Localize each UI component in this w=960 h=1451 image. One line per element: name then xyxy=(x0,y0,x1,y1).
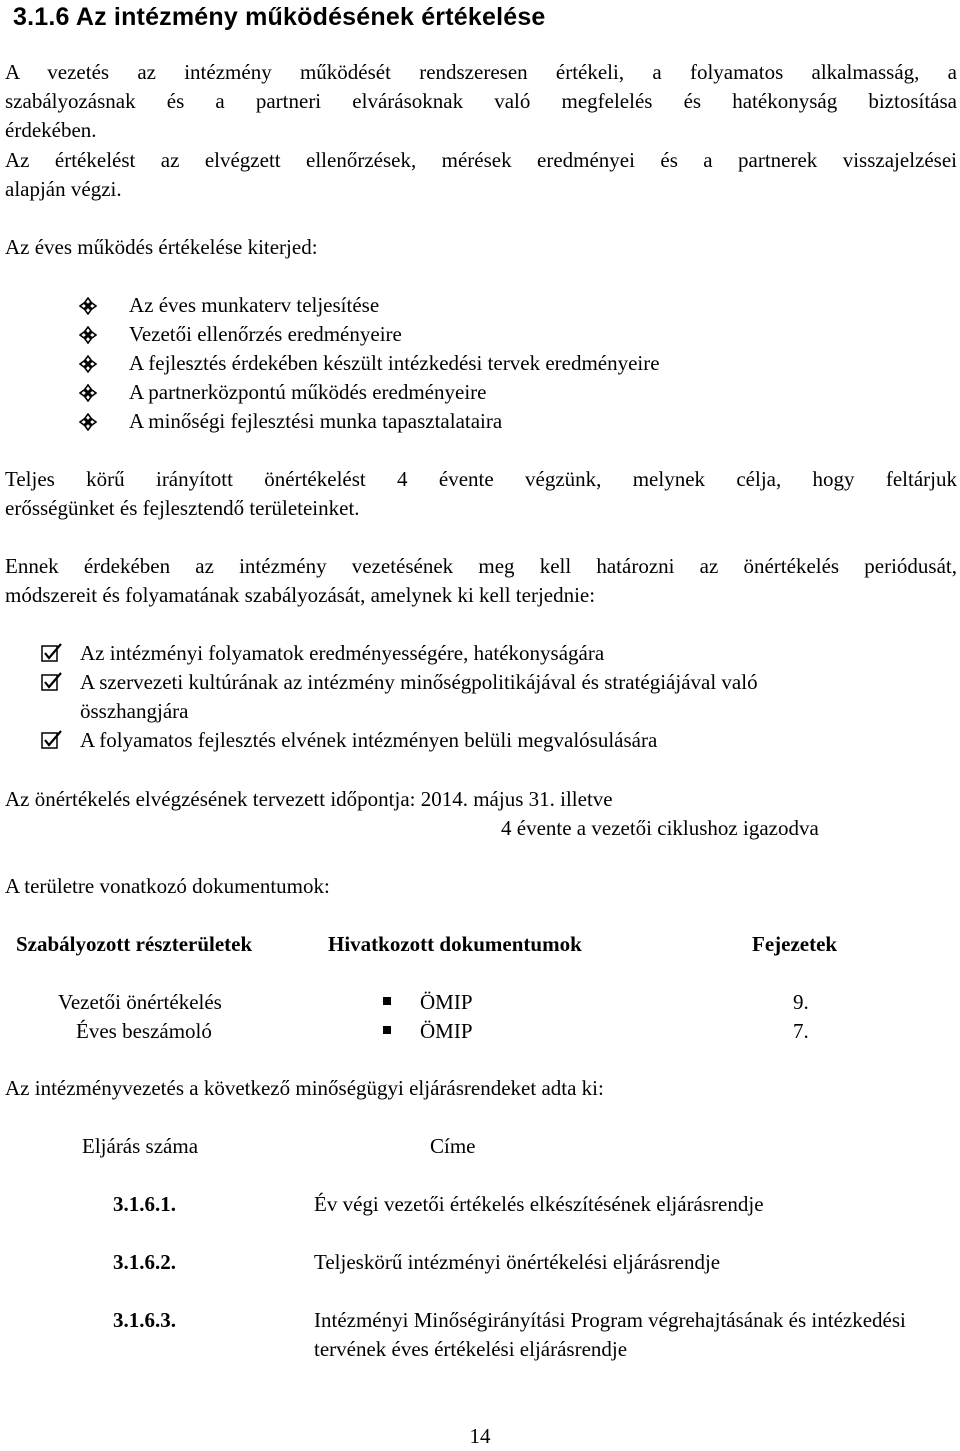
table-header: Fejezetek xyxy=(752,932,838,956)
list-item xyxy=(5,378,660,407)
annual-intro: Az éves működés értékelése kiterjed: xyxy=(5,235,318,259)
list-item xyxy=(5,639,758,668)
procedure-title: Intézményi Minőségirányítási Program végrehajtásának és intézkedési tervének éves értékelési eljárásrendje xyxy=(314,1308,906,1361)
list-item-text: Az intézményi folyamatok eredményességére, hatékonyságára xyxy=(80,641,605,665)
table-cell: 9. xyxy=(793,990,809,1014)
procedure-title: Év végi vezetői értékelés elkészítésének eljárásrendje xyxy=(314,1192,764,1216)
table-cell: ÖMIP xyxy=(420,1019,473,1043)
table-header: Szabályozott részterületek xyxy=(16,932,253,956)
diamond-bullet-icon xyxy=(79,326,97,344)
square-bullet-icon xyxy=(383,997,391,1005)
table-cell: ÖMIP xyxy=(420,990,473,1014)
diamond-bullet-icon xyxy=(79,413,97,431)
schedule-line: Az önértékelés elvégzésének tervezett időpontja: 2014. május 31. illetve xyxy=(5,787,613,811)
docs-intro: A területre vonatkozó dokumentumok: xyxy=(5,874,330,898)
list-item xyxy=(5,726,758,755)
procedure-title: Teljeskörű intézményi önértékelési eljárásrendje xyxy=(314,1250,721,1274)
list-item xyxy=(5,291,660,320)
table-header: Eljárás száma xyxy=(82,1134,199,1158)
selfeval-scope-list xyxy=(5,639,758,755)
table-cell: 7. xyxy=(793,1019,809,1043)
procedure-number: 3.1.6.1. xyxy=(113,1192,176,1216)
paragraph-line: A vezetés az intézmény működését rendszeresen értékeli, a folyamatos alkalmasság, a xyxy=(5,60,957,84)
paragraph-line: szabályozásnak és a partneri elvárásoknak való megfelelés és hatékonyság biztosítása xyxy=(5,89,957,113)
procedure-number: 3.1.6.3. xyxy=(113,1308,176,1332)
list-item-text: A folyamatos fejlesztés elvének intézményen belüli megvalósulására xyxy=(80,728,658,752)
list-item-continuation xyxy=(5,697,758,726)
paragraph-line: Teljes körű irányított önértékelést 4 évente végzünk, melynek célja, hogy feltárjuk xyxy=(5,467,957,491)
paragraph-line: Az értékelést az elvégzett ellenőrzések, mérések eredményei és a partnerek visszajelzései xyxy=(5,148,957,172)
paragraph-line: érdekében. xyxy=(5,118,97,142)
paragraph-line: Ennek érdekében az intézmény vezetésének meg kell határozni az önértékelés periódusát, xyxy=(5,554,957,578)
paragraph-line: módszereit és folyamatának szabályozását, amelynek ki kell terjednie: xyxy=(5,583,596,607)
checkbox-checked-icon xyxy=(41,730,63,750)
square-bullet-icon xyxy=(383,1026,391,1034)
table-cell: Éves beszámoló xyxy=(76,1019,212,1043)
documents-table xyxy=(5,930,957,1050)
list-item xyxy=(5,407,660,436)
diamond-bullet-icon xyxy=(79,355,97,373)
list-item-text: A partnerközpontú működés eredményeire xyxy=(129,380,487,404)
list-item-text: A minőségi fejlesztési munka tapasztalataira xyxy=(129,409,503,433)
list-item xyxy=(5,349,660,378)
annual-items-list xyxy=(5,291,660,436)
page-number: 14 xyxy=(469,1424,491,1448)
paragraph-line: erősségünket és fejlesztendő területeinket. xyxy=(5,496,360,520)
procedures-table xyxy=(5,1132,957,1372)
list-item xyxy=(5,320,660,349)
table-header: Címe xyxy=(430,1134,476,1158)
table-header: Hivatkozott dokumentumok xyxy=(328,932,582,956)
checkbox-checked-icon xyxy=(41,672,63,692)
diamond-bullet-icon xyxy=(79,384,97,402)
diamond-bullet-icon xyxy=(79,297,97,315)
list-item-text: Vezetői ellenőrzés eredményeire xyxy=(129,322,402,346)
procedures-intro: Az intézményvezetés a következő minőségügyi eljárásrendeket adta ki: xyxy=(5,1076,604,1100)
list-item-text: Az éves munkaterv teljesítése xyxy=(129,293,380,317)
list-item-text: A fejlesztés érdekében készült intézkedési tervek eredményeire xyxy=(129,351,660,375)
section-heading: 3.1.6 Az intézmény működésének értékelése xyxy=(13,3,546,31)
table-cell: Vezetői önértékelés xyxy=(58,990,222,1014)
list-item xyxy=(5,668,758,697)
procedure-number: 3.1.6.2. xyxy=(113,1250,176,1274)
list-item-text: összhangjára xyxy=(80,699,189,723)
checkbox-checked-icon xyxy=(41,643,63,663)
schedule-line: 4 évente a vezetői ciklushoz igazodva xyxy=(501,816,819,840)
list-item-text: A szervezeti kultúrának az intézmény minőségpolitikájával és stratégiájával való xyxy=(80,670,758,694)
paragraph-line: alapján végzi. xyxy=(5,177,122,201)
